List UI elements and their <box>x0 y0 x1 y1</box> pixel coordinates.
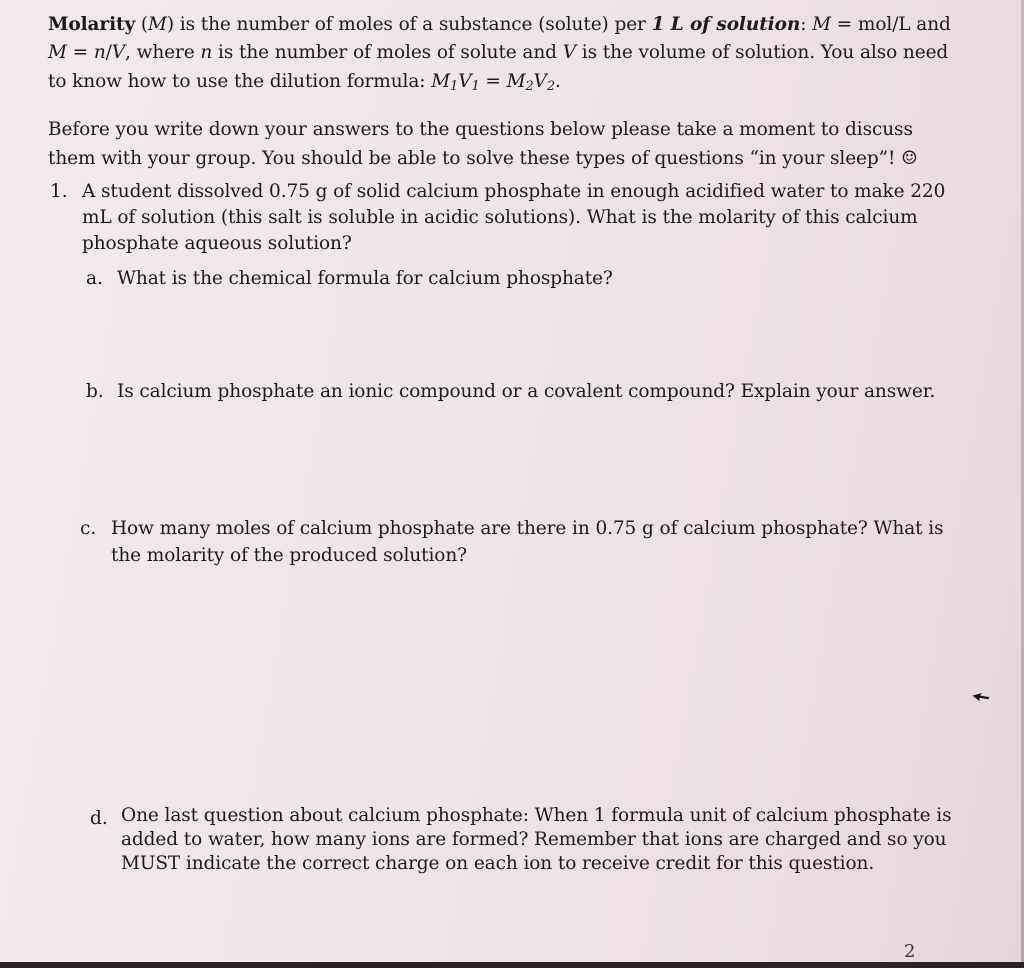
question-1-line-2: mL of solution (this salt is soluble in acidic solutions). What is the molarity of this calcium <box>82 207 918 228</box>
discussion-line-1: Before you write down your answers to the questions below please take a moment to discuss <box>48 119 913 140</box>
intro-line-3: to know how to use the dilution formula: $M_1V_1 = M_2V_2$. <box>48 71 561 95</box>
part-b-text: Is calcium phosphate an ionic compound or a covalent compound? Explain your answer. <box>117 381 936 402</box>
part-d-line-3: MUST indicate the correct charge on each ion to receive credit for this question. <box>121 853 875 874</box>
part-d-line-1: One last question about calcium phosphate: When 1 formula unit of calcium phosphate is <box>121 805 952 826</box>
cursor-arrow-icon <box>970 684 992 706</box>
page-number: 2 <box>904 941 916 962</box>
part-a-text: What is the chemical formula for calcium phosphate? <box>117 268 613 289</box>
page-bottom-edge <box>0 962 1024 968</box>
part-d-line-2: added to water, how many ions are formed? Remember that ions are charged and so you <box>121 829 947 850</box>
molarity-term: Molarity <box>48 14 136 35</box>
part-c-line-2: the molarity of the produced solution? <box>111 545 467 566</box>
part-d-label: d. <box>90 808 108 829</box>
intro-line-1: Molarity (M) is the number of moles of a substance (solute) per 1 L of solution: M = mol/L and <box>48 14 951 35</box>
question-1-line-3: phosphate aqueous solution? <box>82 233 352 254</box>
question-1-number: 1. <box>50 181 68 202</box>
part-c-label: c. <box>80 518 97 539</box>
intro-line-2: M = n/V, where n is the number of moles of solute and V is the volume of solution. You also need <box>48 42 949 63</box>
part-a-label: a. <box>86 268 103 289</box>
part-c-line-1: How many moles of calcium phosphate are there in 0.75 g of calcium phosphate? What is <box>111 518 944 539</box>
one-liter-emphasis: 1 L of solution <box>651 14 801 35</box>
question-1-line-1: A student dissolved 0.75 g of solid calcium phosphate in enough acidified water to make 220 <box>82 181 946 202</box>
dilution-formula: $M_1V_1 = M_2V_2$ <box>431 71 555 95</box>
part-b-label: b. <box>86 381 104 402</box>
discussion-line-2: them with your group. You should be able to solve these types of questions “in your sleep”! ☺ <box>48 148 918 169</box>
